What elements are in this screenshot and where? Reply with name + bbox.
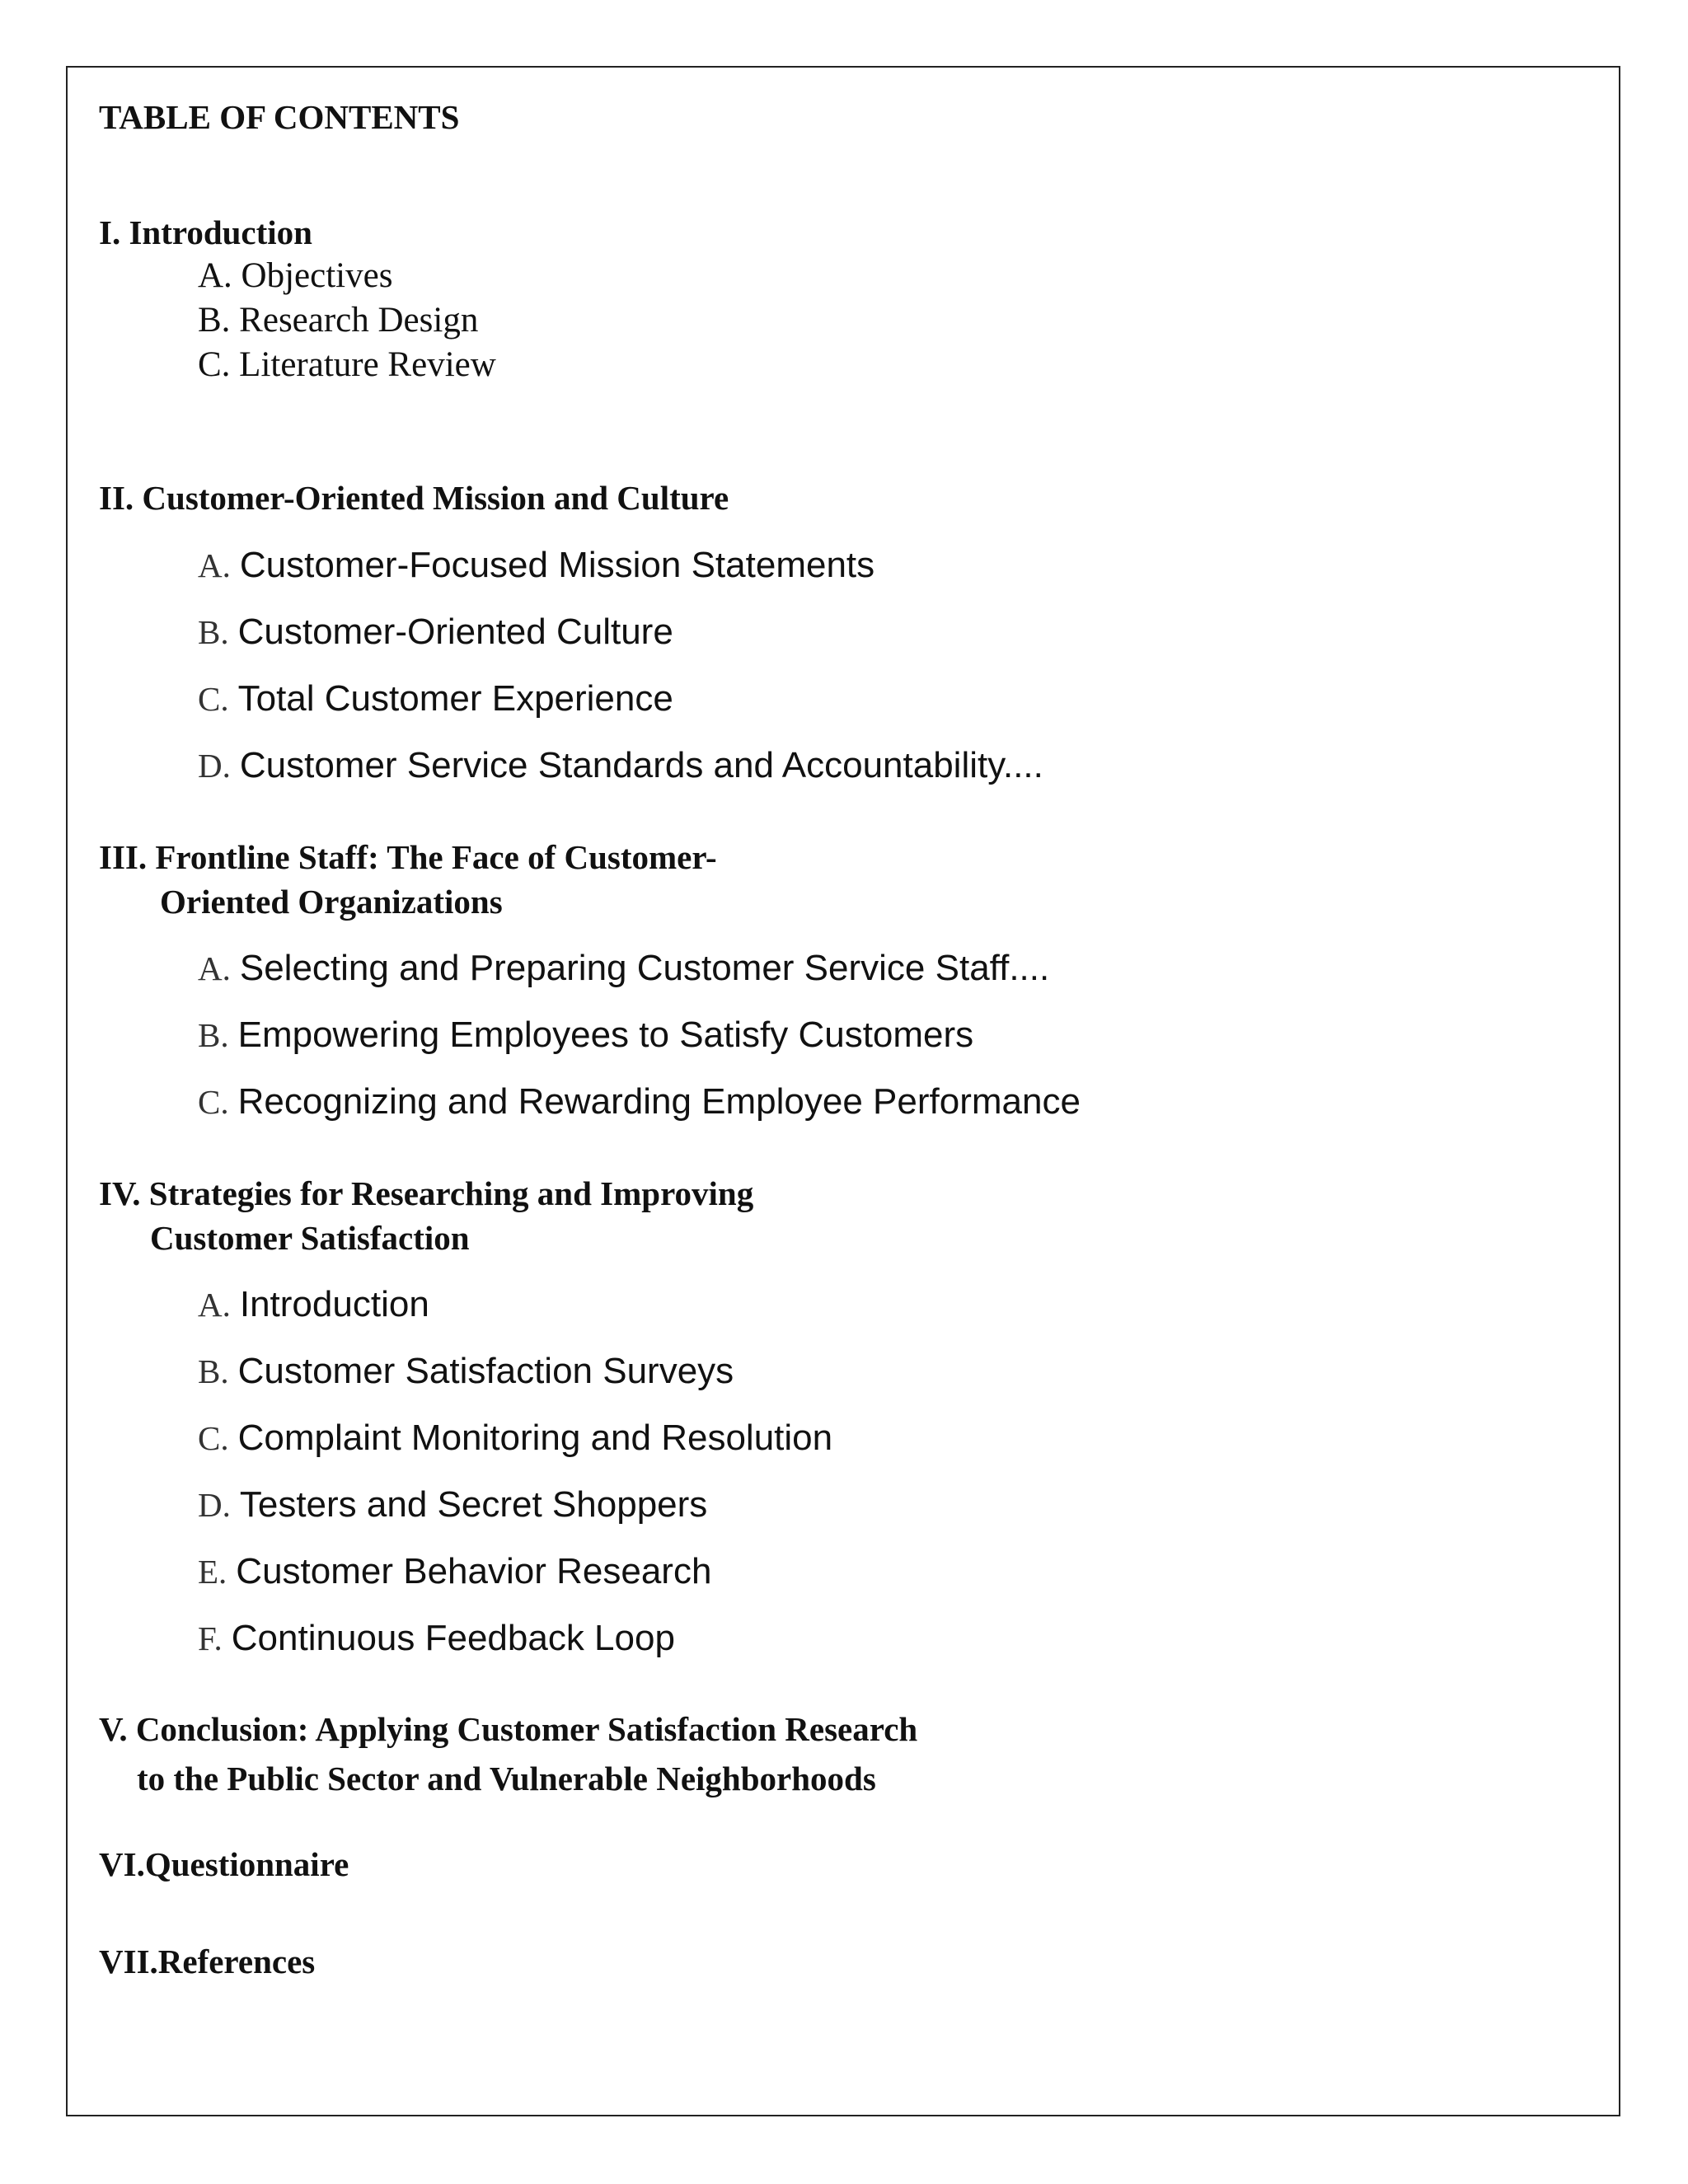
section-heading-mission-culture: II. Customer-Oriented Mission and Culture xyxy=(99,479,729,517)
toc-item xyxy=(198,677,673,719)
toc-item-letter: D. xyxy=(198,1486,231,1524)
toc-item xyxy=(198,1080,1081,1122)
toc-item-text: Continuous Feedback Loop xyxy=(231,1618,675,1658)
section-heading-questionnaire: VI.Questionnaire xyxy=(99,1845,349,1883)
section-heading-frontline-staff-cont: Oriented Organizations xyxy=(160,883,503,921)
toc-item-text: Customer-Oriented Culture xyxy=(237,612,673,652)
toc-item xyxy=(198,947,1049,989)
toc-item xyxy=(198,1014,973,1056)
toc-item-letter: A. xyxy=(198,1286,231,1324)
toc-item xyxy=(198,1550,711,1592)
toc-item-letter: E. xyxy=(198,1553,227,1591)
toc-item-letter: C. xyxy=(198,1419,229,1457)
section-heading-conclusion-cont: to the Public Sector and Vulnerable Neighborhoods xyxy=(137,1760,876,1797)
toc-item-letter: C. xyxy=(198,680,229,718)
toc-item xyxy=(198,611,673,653)
toc-item-text: Introduction xyxy=(239,1284,429,1324)
toc-item-letter: C. xyxy=(198,1083,229,1121)
toc-item-text: Recognizing and Rewarding Employee Performance xyxy=(237,1081,1081,1122)
toc-item xyxy=(198,1283,429,1325)
toc-title: TABLE OF CONTENTS xyxy=(99,98,460,136)
toc-item-text: Customer Behavior Research xyxy=(236,1551,712,1591)
toc-item-text: Selecting and Preparing Customer Service Staff.... xyxy=(239,948,1050,988)
toc-item-text: Complaint Monitoring and Resolution xyxy=(237,1418,833,1458)
toc-item-research-design: B. Research Design xyxy=(198,301,479,340)
toc-item-letter: D. xyxy=(198,747,231,785)
toc-item-text: Customer-Focused Mission Statements xyxy=(239,545,875,585)
toc-item-letter: A. xyxy=(198,546,231,584)
toc-item xyxy=(198,1350,734,1392)
toc-item-letter: B. xyxy=(198,1352,229,1390)
section-heading-introduction: I. Introduction xyxy=(99,213,312,251)
toc-item-text: Customer Satisfaction Surveys xyxy=(237,1351,734,1391)
toc-item-letter: A. xyxy=(198,949,231,987)
toc-item-letter: B. xyxy=(198,613,229,651)
toc-item-text: Empowering Employees to Satisfy Customers xyxy=(237,1015,974,1055)
section-heading-strategies-cont: Customer Satisfaction xyxy=(150,1219,470,1257)
toc-item-letter: B. xyxy=(198,1016,229,1054)
section-heading-frontline-staff: III. Frontline Staff: The Face of Customer- xyxy=(99,838,717,876)
toc-item xyxy=(198,1483,707,1526)
toc-item xyxy=(198,744,1043,786)
toc-item xyxy=(198,1417,832,1459)
section-heading-strategies: IV. Strategies for Researching and Improving xyxy=(99,1174,754,1212)
toc-item xyxy=(198,1617,675,1659)
section-heading-references: VII.References xyxy=(99,1943,316,1980)
section-heading-conclusion: V. Conclusion: Applying Customer Satisfaction Research xyxy=(99,1710,918,1748)
toc-item-letter: F. xyxy=(198,1619,223,1657)
toc-item-text: Total Customer Experience xyxy=(237,678,673,719)
toc-item-text: Testers and Secret Shoppers xyxy=(239,1484,708,1525)
toc-item xyxy=(198,544,874,586)
toc-item-text: Customer Service Standards and Accountability.... xyxy=(239,745,1043,785)
toc-item-literature-review: C. Literature Review xyxy=(198,345,496,384)
toc-item-objectives: A. Objectives xyxy=(198,256,393,295)
